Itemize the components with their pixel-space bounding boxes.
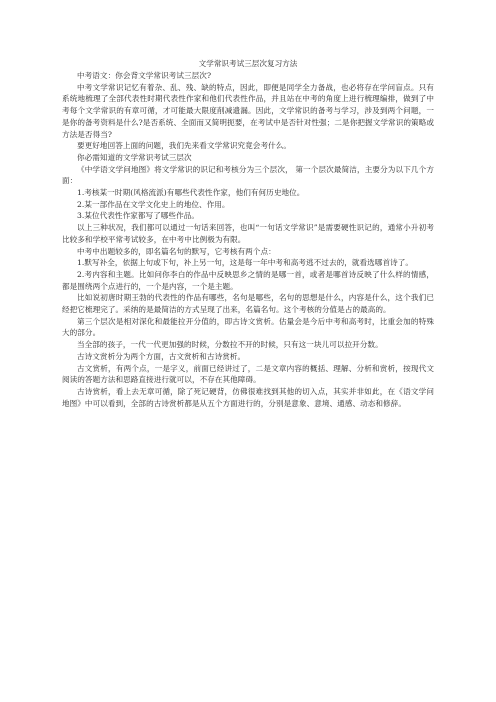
paragraph-11: 1.默写补全，依据上句或下句，补上另一句，这是每一年中考和高考逃不过去的，就看选哪首诗了。 (77, 258, 414, 268)
paragraph-12: 2.考内容和主题。比如问你李白的作品中反映思乡之情的是哪一首，或者是哪首诗反映了什么样的情感，都是围绕两个点进行的，一个是内容，一个是主题。 (62, 269, 434, 291)
paragraph-18: 古诗赏析，看上去无章可循，除了死记硬背，仿佛很难找到其他的切入点，其实并非如此，在《语文学问地图》中可以看到，全部的古诗赏析都是从五个方面进行的，分别是意象、意境、通感、动态和修辞。 (62, 386, 434, 408)
paragraph-15: 当全部的孩子，一代一代更加强的时候，分数拉不开的时候，只有这一块儿可以拉开分数。 (77, 340, 383, 350)
document-body (62, 58, 434, 409)
document-title: 文学常识考试三层次复习方法 (198, 59, 298, 68)
paragraph-14: 第三个层次是相对深化和最能拉开分值的，即古诗文赏析。估量会是今后中考和高考时，比重会加的特殊大的部分。 (62, 316, 434, 338)
paragraph-4: 你必需知道的文学常识考试三层次 (77, 152, 192, 162)
paragraph-2: 中考文学常识记忆有着杂、乱、残、缺的特点，因此，即便是同学全力备战，也必将存在学问盲点。只有系统地梳理了全部代表性时期代表性作家和他们代表性作品，并且站在中考的角度上进行梳理编排，做到了中考每个文学常识的有章可循，才可能最大限度削减遗漏。因此，文学常识的备考与学习，涉及到两个问题，一是你的备考资料是什么?是否系统、全面而又简明扼要，在考试中是否针对性强；二是你把握文学常识的策略或方法是否得当? (62, 82, 434, 139)
paragraph-9: 以上三种状况，我们都可以通过一句话来回答，也叫“一句话文学常识”是需要硬性识记的，通常小升初考比较多和学校平常考试较多，在中考中比例极为有限。 (62, 223, 434, 244)
paragraph-1: 中考语文：你会背文学常识考试三层次? (77, 71, 212, 80)
paragraph-3: 要更好地回答上面的问题，我们先来看文学常识究竟会考什么。 (77, 141, 292, 151)
paragraph-10: 中考中出题较多的，即名篇名句的默写，它考核有两个点： (77, 246, 276, 256)
paragraph-7: 2.某一部作品在文学文化史上的地位、作用。 (77, 199, 230, 209)
paragraph-6: 1.考核某一时期(风格流派)有哪些代表性作家，他们有何历史地位。 (77, 188, 305, 198)
paragraph-17: 古文赏析，有两个点，一是字义，前面已经讲过了，二是文章内容的概括、理解、分析和赏析，按现代文阅读的答题方法和思路直接进行就可以，不存在其他障碍。 (62, 363, 434, 385)
paragraph-13: 比如说初唐时期王勃的代表性的作品有哪些，名句是哪些，名句的思想是什么，内容是什么，这个我们已经把它梳理完了。采纳的是最简洁的方式呈现了出来，名篇名句。这个考核的分值是占的最高的。 (62, 293, 434, 315)
paragraph-8: 3.某位代表性作家都写了哪些作品。 (77, 211, 199, 221)
paragraph-5: 《中学语文学问地图》将文学常识的识记和考核分为三个层次， 第一个层次最简洁，主要分为以下几个方面： (62, 164, 434, 186)
paragraph-16: 古诗文赏析分为两个方面，古文赏析和古诗赏析。 (77, 351, 246, 361)
